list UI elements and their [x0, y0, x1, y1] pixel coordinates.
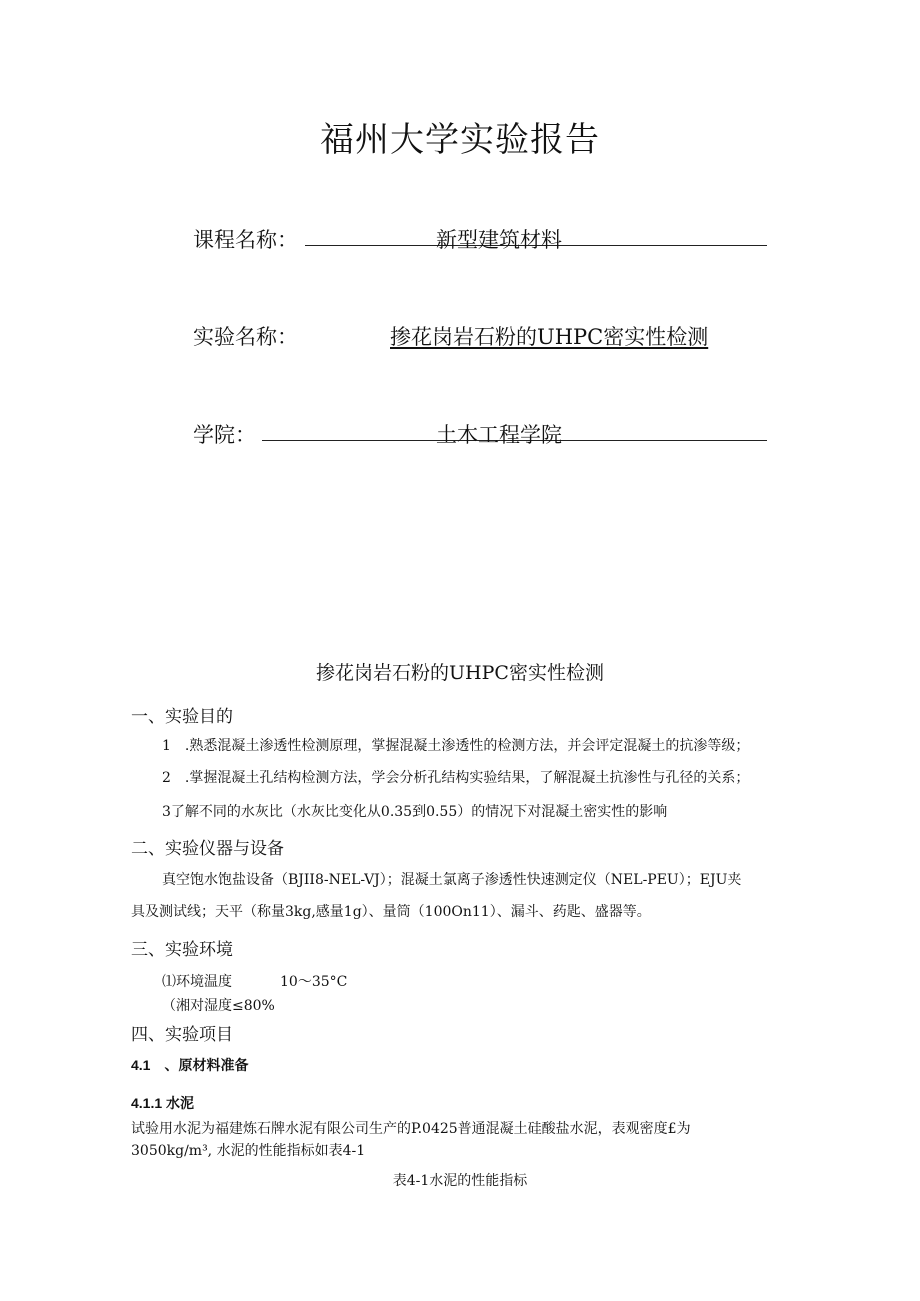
section1-item-1: 1 .熟悉混凝土渗透性检测原理，掌握混凝土渗透性的检测方法，并会评定混凝土的抗渗等级；: [162, 738, 750, 754]
section1-item-2: 2 .掌握混凝土孔结构检测方法，学会分析孔结构实验结果，了解混凝土抗渗性与孔径的关系；: [162, 770, 750, 786]
section4-heading: 四、实验项目: [131, 1025, 233, 1045]
college-label: 学院：: [193, 423, 256, 447]
body-subtitle: 掺花岗岩石粉的UHPC密实性检测: [316, 662, 604, 684]
env-humidity: （湘对湿度≤80%: [162, 998, 275, 1014]
cement-paragraph-line-2: 3050kg∕m³, 水泥的性能指标如表4-1: [131, 1143, 366, 1159]
college-value: 土木工程学院: [436, 423, 562, 447]
subsection-4-1-1: 4.1.1 水泥: [131, 1095, 195, 1111]
section2-line-1: 真空饱水饱盐设备（BJII8-NEL-VJ）；混凝土氯离子渗透性快速测定仪（NEL-PEU）；EJU夹: [162, 872, 742, 888]
report-title: 福州大学实验报告: [320, 120, 600, 160]
course-label: 课程名称：: [193, 228, 298, 252]
section2-heading: 二、实验仪器与设备: [131, 839, 284, 859]
section1-heading: 一、实验目的: [131, 707, 233, 727]
experiment-value: 掺花岗岩石粉的UHPC密实性检测: [390, 325, 709, 349]
table-caption: 表4-1水泥的性能指标: [392, 1173, 528, 1189]
env-temperature-value: 10～35°C: [280, 974, 348, 990]
course-value: 新型建筑材料: [436, 228, 562, 252]
section3-heading: 三、实验环境: [131, 940, 233, 960]
cement-paragraph-line-1: 试验用水泥为福建炼石牌水泥有限公司生产的P.0425普通混凝土硅酸盐水泥，表观密度£为: [131, 1121, 691, 1137]
section1-item-3: 3了解不同的水灰比（水灰比变化从0.35到0.55）的情况下对混凝土密实性的影响: [162, 804, 668, 820]
env-temperature-label: ⑴环境温度: [162, 974, 232, 990]
subsection-4-1: 4.1 、原材料准备: [131, 1057, 249, 1073]
section2-line-2: 具及测试线；天平（称量3kg,感量1g）、量筒（100On11）、漏斗、药匙、盛器等。: [131, 904, 651, 920]
experiment-label: 实验名称：: [193, 325, 298, 349]
